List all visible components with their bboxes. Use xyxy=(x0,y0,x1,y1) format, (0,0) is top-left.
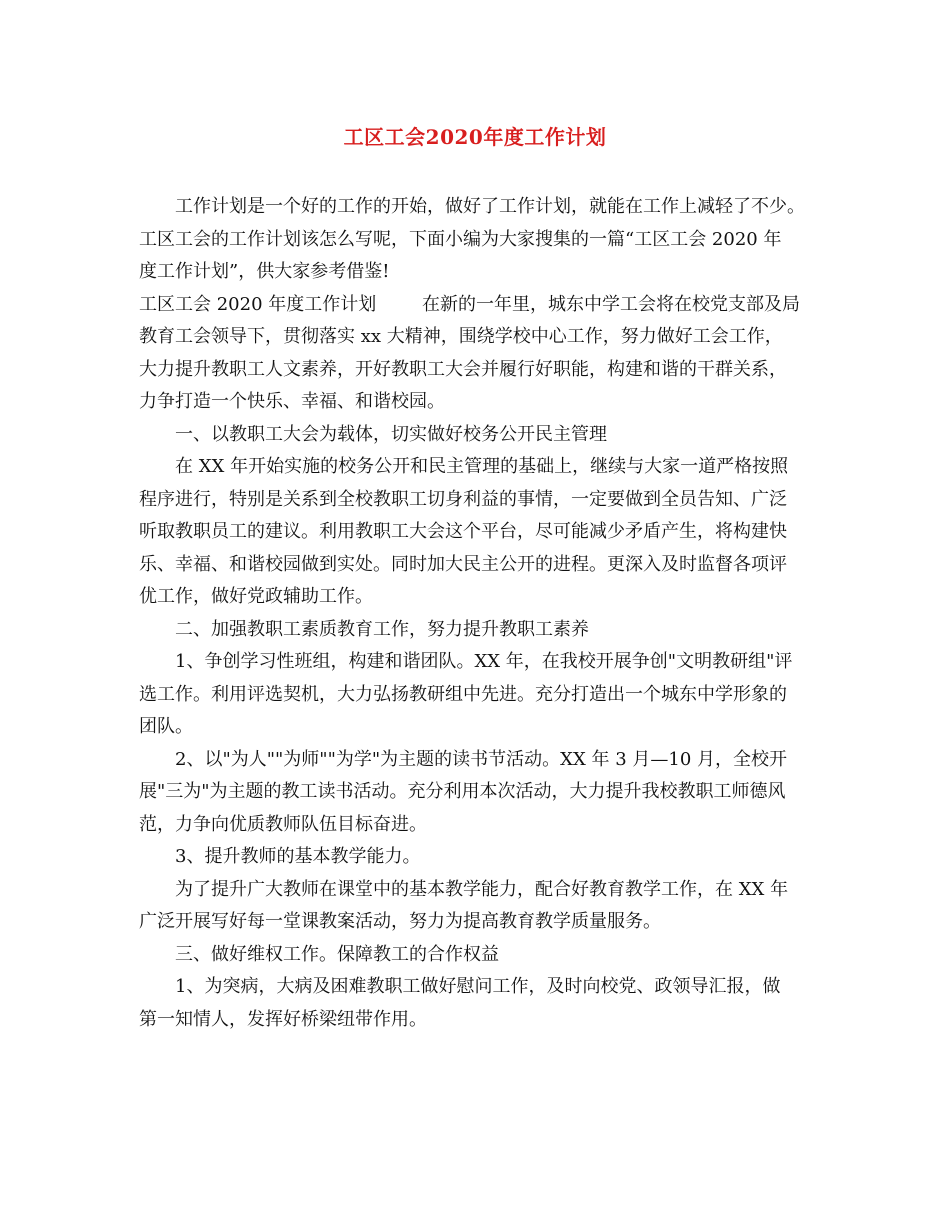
document-title: 工区工会2020年度工作计划 xyxy=(343,125,607,149)
text-line: 为了提升广大教师在课堂中的基本教学能力，配合好教育教学工作，在 XX 年 xyxy=(175,878,789,900)
text-line: 工作计划是一个好的工作的开始，做好了工作计划，就能在工作上减轻了不少。 xyxy=(175,196,805,217)
text-line: 听取教职员工的建议。利用教职工大会这个平台，尽可能减少矛盾产生，将构建快 xyxy=(139,521,787,542)
text-line: 在 XX 年开始实施的校务公开和民主管理的基础上，继续与大家一道严格按照 xyxy=(175,456,789,477)
text-line: 1、争创学习性班组，构建和谐团队。XX 年，在我校开展争创"文明教研组"评 xyxy=(175,651,793,672)
text-line: 2、以"为人""为师""为学"为主题的读书节活动。XX 年 3 月—10 月，全校开 xyxy=(175,748,787,770)
text-line: 范，力争向优质教师队伍目标奋进。 xyxy=(139,813,427,835)
text-line: 程序进行，特别是关系到全校教职工切身利益的事情，一定要做到全员告知、广泛 xyxy=(139,488,787,510)
text-line: 第一知情人，发挥好桥梁纽带作用。 xyxy=(139,1008,427,1030)
text-line: 二、加强教职工素质教育工作，努力提升教职工素养 xyxy=(175,618,589,640)
text-line: 力争打造一个快乐、幸福、和谐校园。 xyxy=(139,391,445,412)
text-line: 大力提升教职工人文素养，开好教职工大会并履行好职能，构建和谐的干群关系， xyxy=(139,358,787,380)
document-body xyxy=(139,191,811,1036)
text-line: 教育工会领导下，贯彻落实 xx 大精神，围绕学校中心工作，努力做好工会工作， xyxy=(139,326,783,347)
text-line: 3、提升教师的基本教学能力。 xyxy=(175,846,421,867)
text-line: 三、做好维权工作。保障教工的合作权益 xyxy=(175,943,499,965)
text-line: 优工作，做好党政辅助工作。 xyxy=(139,586,373,607)
text-line: 1、为突病，大病及困难教职工做好慰问工作，及时向校党、政领导汇报，做 xyxy=(175,976,781,997)
text-line: 展"三为"为主题的教工读书活动。充分利用本次活动，大力提升我校教职工师德风 xyxy=(139,781,786,802)
text-line: 乐、幸福、和谐校园做到实处。同时加大民主公开的进程。更深入及时监督各项评 xyxy=(139,553,787,575)
text-line: 工区工会 2020 年度工作计划 在新的一年里，城东中学工会将在校党支部及局 xyxy=(139,293,801,315)
text-line: 工区工会的工作计划该怎么写呢，下面小编为大家搜集的一篇“工区工会 2020 年 xyxy=(139,228,782,250)
text-line: 选工作。利用评选契机，大力弘扬教研组中先进。充分打造出一个城东中学形象的 xyxy=(139,683,787,705)
text-line: 一、以教职工大会为载体，切实做好校务公开民主管理 xyxy=(175,423,607,445)
text-line: 广泛开展写好每一堂课教案活动，努力为提高教育教学质量服务。 xyxy=(139,911,661,932)
text-line: 团队。 xyxy=(139,716,193,737)
text-line: 度工作计划”，供大家参考借鉴! xyxy=(139,261,390,282)
